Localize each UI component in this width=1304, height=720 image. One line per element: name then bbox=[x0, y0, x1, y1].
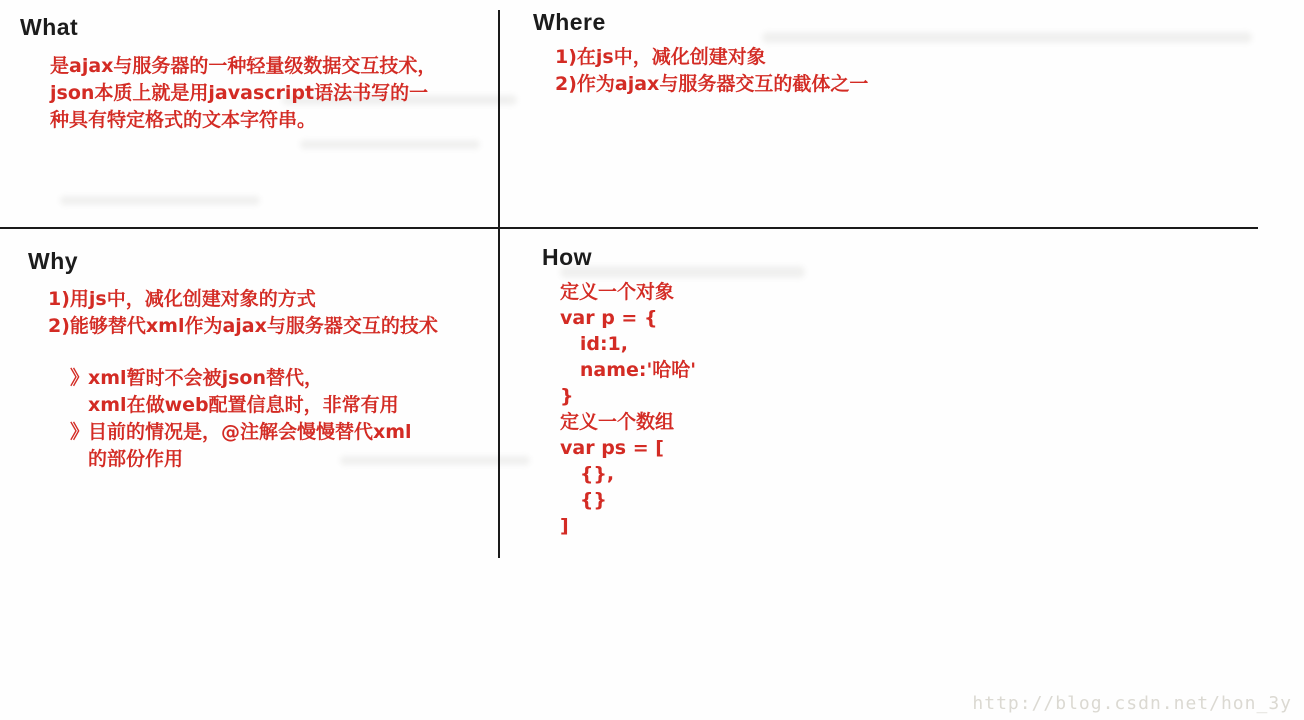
why-note-2-line-1: 目前的情况是，@注解会慢慢替代xml bbox=[88, 421, 412, 443]
why-note-1-line-1: xml暂时不会被json替代， bbox=[88, 367, 323, 389]
divider-horizontal bbox=[0, 227, 1258, 229]
why-note-1-line-2: xml在做web配置信息时，非常有用 bbox=[88, 394, 399, 416]
how-code-line-9: {} bbox=[560, 489, 607, 511]
what-line-1: 是ajax与服务器的一种轻量级数据交互技术， bbox=[50, 55, 437, 77]
why-notes bbox=[70, 365, 438, 473]
how-title: How bbox=[542, 244, 593, 270]
how-code-line-4: name:'哈哈' bbox=[560, 359, 697, 381]
csdn-watermark: http://blog.csdn.net/hon_3y bbox=[972, 693, 1292, 714]
how-code-line-6: 定义一个数组 bbox=[560, 411, 675, 433]
what-line-3: 种具有特定格式的文本字符串。 bbox=[50, 109, 317, 131]
how-code-line-5: } bbox=[560, 385, 574, 407]
where-title: Where bbox=[533, 9, 606, 35]
where-body bbox=[555, 44, 868, 98]
what-body bbox=[50, 53, 436, 134]
note-marker-icon: 》 bbox=[70, 367, 90, 389]
how-code-line-1: 定义一个对象 bbox=[560, 281, 675, 303]
eraser-smudge bbox=[60, 196, 260, 205]
why-line-1: 1)用js中，减化创建对象的方式 bbox=[48, 288, 316, 310]
quadrant-how bbox=[542, 244, 696, 539]
how-code-line-10: ] bbox=[560, 515, 569, 537]
why-note-2 bbox=[70, 419, 438, 473]
quadrant-where bbox=[533, 9, 868, 98]
what-line-2: json本质上就是用javascript语法书写的一 bbox=[50, 82, 429, 104]
where-line-1: 1)在js中，减化创建对象 bbox=[555, 46, 766, 68]
why-note-2-line-2: 的部份作用 bbox=[88, 448, 184, 470]
quadrant-what bbox=[20, 14, 436, 134]
what-title: What bbox=[20, 14, 79, 40]
how-code-line-7: var ps = [ bbox=[560, 437, 664, 459]
how-code-line-8: {}, bbox=[560, 463, 615, 485]
eraser-smudge bbox=[300, 140, 480, 149]
divider-vertical bbox=[498, 10, 500, 558]
why-line-2: 2)能够替代xml作为ajax与服务器交互的技术 bbox=[48, 315, 438, 337]
why-title: Why bbox=[28, 248, 79, 274]
why-note-1-text bbox=[88, 365, 399, 419]
why-note-2-text bbox=[88, 419, 412, 473]
why-note-1 bbox=[70, 365, 438, 419]
where-line-2: 2)作为ajax与服务器交互的截体之一 bbox=[555, 73, 869, 95]
how-code-line-2: var p = { bbox=[560, 307, 658, 329]
why-body bbox=[48, 286, 438, 473]
quadrant-why bbox=[28, 248, 438, 473]
how-code-block bbox=[560, 279, 696, 539]
note-marker-icon: 》 bbox=[70, 421, 90, 443]
how-code-line-3: id:1, bbox=[560, 333, 628, 355]
